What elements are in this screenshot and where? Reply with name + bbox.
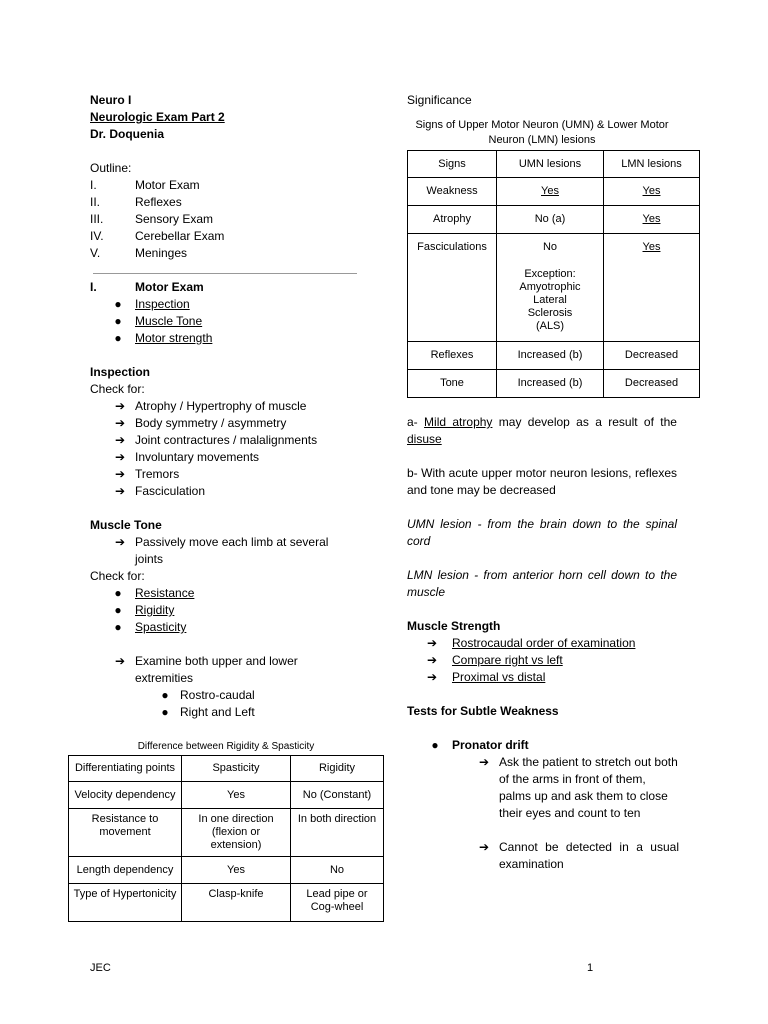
bullet-icon: ● — [114, 603, 122, 617]
list-item: ● Muscle Tone — [108, 313, 360, 330]
list-item: IV. Cerebellar Exam — [90, 229, 225, 243]
table-cell: Type of Hypertonicity — [69, 884, 182, 922]
bullet-icon: ● — [161, 705, 169, 719]
table-row — [69, 884, 384, 922]
table-cell: In one direction (flexion or extension) — [182, 809, 291, 857]
table-cell: Yes — [497, 178, 604, 206]
footer-initials: JEC — [90, 962, 111, 974]
arrow-icon: ➔ — [479, 755, 490, 769]
pronator-drift-block — [407, 737, 677, 873]
pronator-drift-steps — [425, 754, 677, 873]
arrow-icon: ➔ — [427, 653, 438, 667]
table-header-row — [69, 756, 384, 782]
inspection-heading: Inspection — [90, 365, 151, 379]
list-item: ➔ Passively move each limb at several joints — [115, 535, 329, 566]
table-cell: Increased (b) — [497, 370, 604, 398]
table-cell: Yes — [182, 782, 291, 809]
subtle-weakness-heading: Tests for Subtle Weakness — [407, 704, 559, 718]
table-cell: Tone — [408, 370, 497, 398]
rigidity-table — [68, 755, 384, 922]
table-row — [69, 782, 384, 809]
umn-lmn-table — [407, 150, 700, 398]
table-cell: In both direction — [291, 809, 384, 857]
table-cell: Decreased — [604, 342, 700, 370]
table-row — [408, 370, 700, 398]
list-item: ➔ Compare right vs left — [427, 653, 563, 667]
arrow-icon: ➔ — [115, 416, 126, 430]
table-row — [408, 178, 700, 206]
table-cell: No (Constant) — [291, 782, 384, 809]
arrow-icon: ➔ — [115, 433, 126, 447]
list-item: ● Right and Left — [155, 704, 360, 721]
table-header-row — [408, 151, 700, 178]
muscle-tone-heading: Muscle Tone — [90, 518, 162, 532]
table-cell: Resistance to movement — [69, 809, 182, 857]
list-item: ➔ Cannot be detected in a usual examination — [479, 840, 679, 871]
table-cell: Velocity dependency — [69, 782, 182, 809]
umn-lmn-caption: Signs of Upper Motor Neuron (UMN) & Lower Motor Neuron (LMN) lesions — [415, 119, 669, 146]
table-cell: Weakness — [408, 178, 497, 206]
arrow-icon: ➔ — [115, 399, 126, 413]
table-cell — [497, 234, 604, 342]
significance-heading: Significance — [407, 93, 472, 107]
table-cell: Lead pipe or Cog-wheel — [291, 884, 384, 922]
list-item: ● Rostro-caudal — [155, 687, 360, 704]
table-cell: Reflexes — [408, 342, 497, 370]
left-column — [90, 92, 360, 721]
table-header-cell: LMN lesions — [604, 151, 700, 178]
list-item: II. Reflexes — [90, 195, 182, 209]
table-cell: Atrophy — [408, 206, 497, 234]
table-header-cell: UMN lesions — [497, 151, 604, 178]
table-row — [69, 809, 384, 857]
arrow-icon: ➔ — [427, 670, 438, 684]
bullet-icon: ● — [114, 314, 122, 328]
umn-definition: UMN lesion - from the brain down to the spinal cord — [407, 517, 677, 548]
list-item: ● Resistance — [108, 585, 360, 602]
list-item: ● Inspection — [108, 296, 360, 313]
list-item: ● Pronator drift — [425, 737, 677, 754]
umn-fasciculation-value: No — [542, 241, 558, 253]
list-item: ➔ Tremors — [115, 467, 180, 481]
table-cell: Fasciculations — [408, 234, 497, 342]
table-header-cell: Differentiating points — [69, 756, 182, 782]
arrow-icon: ➔ — [115, 467, 126, 481]
rigidity-table-caption: Difference between Rigidity & Spasticity — [137, 741, 315, 752]
muscle-tone-check-label: Check for: — [90, 569, 145, 583]
list-item: ● Motor strength — [108, 330, 360, 347]
list-item: ● Spasticity — [108, 619, 360, 636]
section-divider — [93, 273, 357, 274]
bullet-icon: ● — [114, 620, 122, 634]
table-cell: Yes — [604, 234, 700, 342]
examine-block — [90, 653, 360, 721]
arrow-icon: ➔ — [115, 484, 126, 498]
list-item: III. Sensory Exam — [90, 212, 214, 226]
table-cell: No — [291, 857, 384, 884]
bullet-icon: ● — [114, 586, 122, 600]
list-item: ➔ Fasciculation — [115, 484, 206, 498]
lmn-definition: LMN lesion - from anterior horn cell down to the muscle — [407, 568, 677, 599]
list-item: ➔ Involuntary movements — [115, 450, 260, 464]
course-name: Neuro I — [90, 93, 132, 107]
arrow-icon: ➔ — [115, 654, 126, 668]
muscle-tone-checks — [90, 585, 360, 636]
list-item: ➔ Proximal vs distal — [427, 670, 546, 684]
bullet-icon: ● — [114, 331, 122, 345]
list-item: ➔ Body symmetry / asymmetry — [115, 416, 287, 430]
table-cell: No (a) — [497, 206, 604, 234]
list-item: ● Rigidity — [108, 602, 360, 619]
list-item: ➔ Rostrocaudal order of examination — [427, 636, 636, 650]
arrow-icon: ➔ — [115, 535, 126, 549]
page-title: Neurologic Exam Part 2 — [90, 110, 225, 124]
table-cell: Yes — [604, 206, 700, 234]
list-item: I. Motor Exam — [90, 178, 200, 192]
note-a: a- Mild atrophy may develop as a result of the disuse — [407, 415, 677, 446]
table-cell: Length dependency — [69, 857, 182, 884]
muscle-strength-heading: Muscle Strength — [407, 619, 501, 633]
table-header-cell: Signs — [408, 151, 497, 178]
inspection-list — [90, 398, 360, 500]
right-column — [407, 92, 682, 873]
table-row — [408, 206, 700, 234]
arrow-icon: ➔ — [479, 840, 490, 854]
examine-sublist — [115, 687, 360, 721]
note-b: b- With acute upper motor neuron lesions, reflexes and tone may be decreased — [407, 466, 677, 497]
bullet-icon: ● — [161, 688, 169, 702]
table-cell: Yes — [182, 857, 291, 884]
outline-label: Outline: — [90, 161, 132, 175]
table-row — [408, 234, 700, 342]
motor-exam-sublist — [90, 296, 360, 347]
table-cell: Increased (b) — [497, 342, 604, 370]
list-item: ➔ Ask the patient to stretch out both of the arms in front of them, palms up and ask them to close their eyes and count to ten — [479, 755, 678, 820]
bullet-icon: ● — [114, 297, 122, 311]
lecturer-name: Dr. Doquenia — [90, 127, 165, 141]
list-item: ➔ Atrophy / Hypertrophy of muscle — [115, 399, 307, 413]
table-row — [69, 857, 384, 884]
arrow-icon: ➔ — [115, 450, 126, 464]
table-header-cell: Rigidity — [291, 756, 384, 782]
bullet-icon: ● — [431, 738, 439, 752]
table-header-cell: Spasticity — [182, 756, 291, 782]
muscle-strength-list — [407, 635, 677, 686]
page-number: 1 — [587, 962, 594, 974]
inspection-check-label: Check for: — [90, 382, 145, 396]
outline-list — [90, 177, 360, 262]
muscle-tone-steps — [90, 534, 360, 568]
als-exception-note: Exception: Amyotrophic Lateral Sclerosis (ALS) — [519, 268, 581, 332]
list-item: V. Meninges — [90, 246, 188, 260]
list-item: ➔ Examine both upper and lower extremities — [115, 654, 298, 685]
table-cell: Clasp-knife — [182, 884, 291, 922]
rigidity-table-block — [68, 741, 384, 922]
table-cell: Yes — [604, 178, 700, 206]
table-cell: Decreased — [604, 370, 700, 398]
arrow-icon: ➔ — [427, 636, 438, 650]
motor-exam-heading: I. Motor Exam — [90, 280, 204, 294]
list-item: ➔ Joint contractures / malalignments — [115, 433, 318, 447]
table-row — [408, 342, 700, 370]
